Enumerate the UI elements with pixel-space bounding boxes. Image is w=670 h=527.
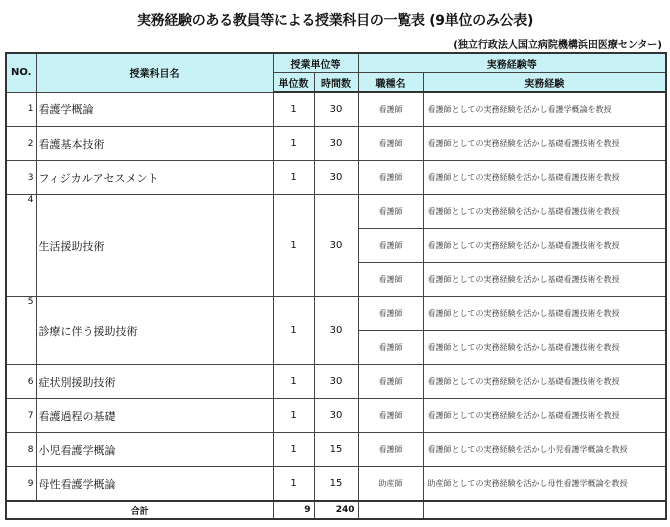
- job-title: 看護師: [358, 92, 423, 127]
- experience-detail: 看護師としての実務経験を活かし基礎看護技術を教授: [423, 161, 666, 195]
- row-number: 7: [6, 399, 36, 433]
- unit-count: 1: [273, 127, 314, 161]
- job-title: 看護師: [358, 161, 423, 195]
- total-label: 合計: [6, 501, 273, 519]
- subject-name: 看護学概論: [36, 92, 273, 127]
- row-number: 6: [6, 365, 36, 399]
- table-row: [6, 365, 666, 399]
- job-title: 看護師: [358, 399, 423, 433]
- subject-name: 看護過程の基礎: [36, 399, 273, 433]
- experience-detail: 看護師としての実務経験を活かし基礎看護技術を教授: [423, 195, 666, 229]
- subject-name: 小児看護学概論: [36, 433, 273, 467]
- experience-detail: 看護師としての実務経験を活かし基礎看護技術を教授: [423, 365, 666, 399]
- hour-count: 30: [314, 92, 358, 127]
- experience-detail: 看護師としての実務経験を活かし基礎看護技術を教授: [423, 331, 666, 365]
- unit-count: 1: [273, 92, 314, 127]
- experience-detail: 看護師としての実務経験を活かし看護学概論を教授: [423, 92, 666, 127]
- table-row: [6, 399, 666, 433]
- subject-name: 母性看護学概論: [36, 467, 273, 502]
- hour-count: 30: [314, 399, 358, 433]
- subject-name: フィジカルアセスメント: [36, 161, 273, 195]
- subject-name: 症状別援助技術: [36, 365, 273, 399]
- page-title: 実務経験のある教員等による授業科目の一覧表 (9単位のみ公表): [136, 13, 534, 29]
- header-hours: 時間数: [314, 73, 358, 93]
- experience-detail: 看護師としての実務経験を活かし基礎看護技術を教授: [423, 399, 666, 433]
- header-experience: 実務経験: [423, 73, 666, 93]
- total-units: 9: [273, 501, 314, 519]
- hour-count: 30: [314, 297, 358, 365]
- unit-count: 1: [273, 161, 314, 195]
- header-units: 単位数: [273, 73, 314, 93]
- row-number: 2: [6, 127, 36, 161]
- table-row: [6, 297, 666, 331]
- unit-count: 1: [273, 399, 314, 433]
- job-title: 看護師: [358, 263, 423, 297]
- header-units-group: 授業単位等: [273, 53, 358, 73]
- unit-count: 1: [273, 195, 314, 297]
- hour-count: 30: [314, 127, 358, 161]
- experience-detail: 看護師としての実務経験を活かし基礎看護技術を教授: [423, 263, 666, 297]
- table-row: [6, 433, 666, 467]
- job-title: 助産師: [358, 467, 423, 502]
- hour-count: 15: [314, 433, 358, 467]
- row-number: 4: [6, 195, 36, 297]
- unit-count: 1: [273, 297, 314, 365]
- experience-detail: 看護師としての実務経験を活かし基礎看護技術を教授: [423, 297, 666, 331]
- unit-count: 1: [273, 433, 314, 467]
- header-experience-group: 実務経験等: [358, 53, 666, 73]
- experience-detail: 看護師としての実務経験を活かし基礎看護技術を教授: [423, 229, 666, 263]
- hour-count: 15: [314, 467, 358, 502]
- unit-count: 1: [273, 365, 314, 399]
- row-number: 9: [6, 467, 36, 502]
- table-row: [6, 467, 666, 502]
- row-number: 1: [6, 92, 36, 127]
- subject-name: 診療に伴う援助技術: [36, 297, 273, 365]
- job-title: 看護師: [358, 229, 423, 263]
- job-title: 看護師: [358, 433, 423, 467]
- row-number: 3: [6, 161, 36, 195]
- experience-detail: 助産師としての実務経験を活かし母性看護学概論を教授: [423, 467, 666, 502]
- table-row: [6, 92, 666, 127]
- hour-count: 30: [314, 195, 358, 297]
- subject-name: 看護基本技術: [36, 127, 273, 161]
- organization-name: (独立行政法人国立病院機構浜田医療センター): [453, 40, 662, 51]
- header-subject: 授業科目名: [36, 53, 273, 92]
- unit-count: 1: [273, 467, 314, 502]
- table-body: [6, 92, 666, 501]
- job-title: 看護師: [358, 127, 423, 161]
- subjects-table: [5, 52, 667, 520]
- header-job: 職種名: [358, 73, 423, 93]
- job-title: 看護師: [358, 195, 423, 229]
- table-row: [6, 161, 666, 195]
- row-number: 8: [6, 433, 36, 467]
- hour-count: 30: [314, 161, 358, 195]
- total-job-empty: [358, 501, 423, 519]
- subject-name: 生活援助技術: [36, 195, 273, 297]
- table-row: [6, 127, 666, 161]
- header-no: NO.: [6, 53, 36, 92]
- job-title: 看護師: [358, 365, 423, 399]
- experience-detail: 看護師としての実務経験を活かし基礎看護技術を教授: [423, 127, 666, 161]
- total-hours: 240: [314, 501, 358, 519]
- experience-detail: 看護師としての実務経験を活かし小児看護学概論を教授: [423, 433, 666, 467]
- table-row: [6, 195, 666, 229]
- job-title: 看護師: [358, 331, 423, 365]
- row-number: 5: [6, 297, 36, 365]
- total-experience-empty: [423, 501, 666, 519]
- total-row: [6, 501, 666, 519]
- job-title: 看護師: [358, 297, 423, 331]
- hour-count: 30: [314, 365, 358, 399]
